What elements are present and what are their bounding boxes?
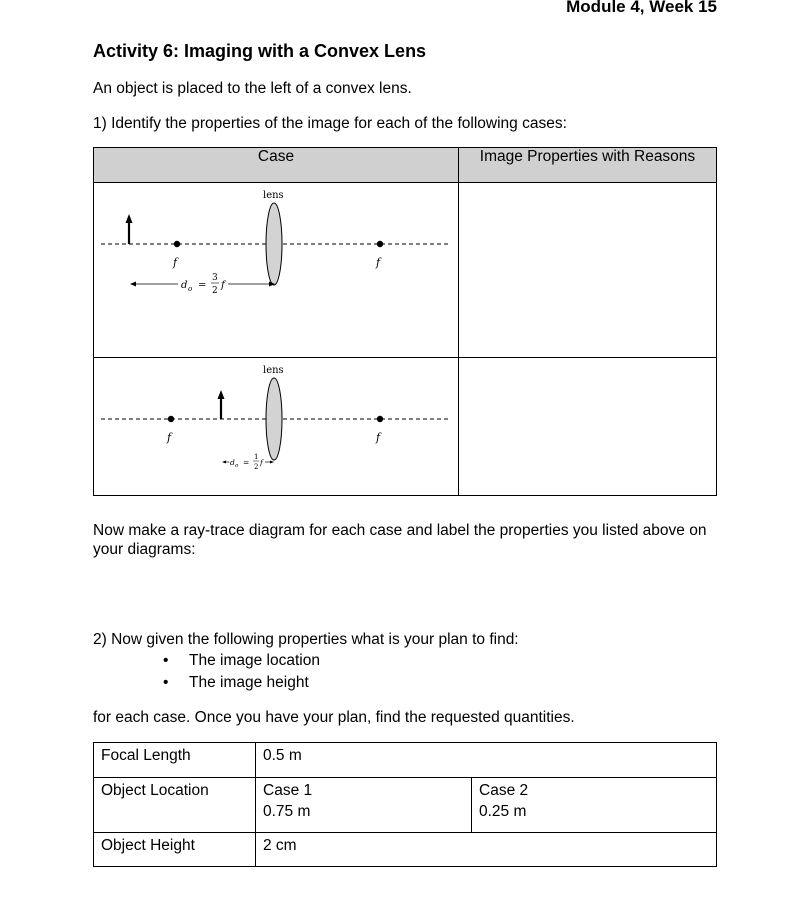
case-2-label: Case 2 <box>479 782 529 799</box>
case-2-location-cell <box>472 778 717 833</box>
equals-sign: = <box>198 280 207 291</box>
case-1-diagram-cell <box>94 183 459 358</box>
distance-subscript: o <box>235 463 239 469</box>
object-height-row <box>94 833 717 867</box>
object-arrow-head <box>218 390 225 399</box>
image-properties-header: Image Properties with Reasons <box>459 148 717 183</box>
question-1: 1) Identify the properties of the image for each of the following cases: <box>93 115 567 132</box>
case-1-location-cell <box>256 778 472 833</box>
case-2-answer-cell[interactable] <box>459 358 717 496</box>
fraction-denominator: 2 <box>254 463 259 471</box>
distance-symbol: d <box>181 280 188 291</box>
distance-arrowhead-left <box>130 282 136 287</box>
focal-label-left: f <box>167 431 172 444</box>
given-properties-table <box>93 742 717 867</box>
focal-multiplier: f <box>221 280 225 291</box>
activity-title: Activity 6: Imaging with a Convex Lens <box>93 41 427 61</box>
focal-point-right <box>377 416 383 422</box>
case-header: Case <box>94 148 459 183</box>
case-2-value: 0.25 m <box>479 803 527 820</box>
case-1-diagram <box>94 183 458 352</box>
fraction-numerator: 3 <box>212 273 218 283</box>
object-height-label: Object Height <box>94 833 256 867</box>
distance-arrowhead-left <box>222 461 226 464</box>
case-row-1 <box>94 183 717 358</box>
case-table-header <box>94 148 717 183</box>
focal-length-value: 0.5 m <box>256 743 717 778</box>
object-arrow-head <box>126 214 133 223</box>
bullet-text: The image location <box>189 652 320 669</box>
question-2: 2) Now given the following properties what is your plan to find: <box>93 631 519 648</box>
object-location-label: Object Location <box>94 778 256 833</box>
object-location-row <box>94 778 717 833</box>
convex-lens <box>266 378 282 460</box>
equals-sign: = <box>243 458 250 467</box>
lens-label: lens <box>263 365 284 376</box>
case-2-diagram-cell <box>94 358 459 496</box>
focal-point-left <box>174 241 180 247</box>
focal-point-left <box>168 416 174 422</box>
focal-length-label: Focal Length <box>94 743 256 778</box>
fraction-numerator: 1 <box>254 453 259 461</box>
case-1-answer-cell[interactable] <box>459 183 717 358</box>
ray-trace-instructions: Now make a ray-trace diagram for each case and label the properties you listed above on your diagrams: <box>93 522 707 558</box>
intro-text: An object is placed to the left of a convex lens. <box>93 80 412 97</box>
module-week-header: Module 4, Week 15 <box>566 0 717 16</box>
bullet-symbol: • <box>163 674 169 691</box>
case-1-label: Case 1 <box>263 782 313 799</box>
bullet-text: The image height <box>189 674 309 691</box>
case-2-diagram <box>94 358 458 490</box>
bullet-image-location <box>163 652 320 670</box>
case-1-value: 0.75 m <box>263 803 311 820</box>
case-table <box>93 147 717 496</box>
focal-label-left: f <box>173 256 178 269</box>
case-row-2 <box>94 358 717 496</box>
lens-label: lens <box>263 190 284 201</box>
focal-length-row <box>94 743 717 778</box>
object-height-value: 2 cm <box>256 833 717 867</box>
focal-point-right <box>377 241 383 247</box>
convex-lens <box>266 203 282 285</box>
distance-subscript: o <box>188 285 193 293</box>
for-each-case-text: for each case. Once you have your plan, find the requested quantities. <box>93 709 575 726</box>
bullet-image-height <box>163 674 309 692</box>
focal-multiplier: f <box>260 458 263 467</box>
bullet-symbol: • <box>163 652 169 669</box>
fraction-denominator: 2 <box>212 286 218 296</box>
focal-label-right: f <box>376 431 381 444</box>
focal-label-right: f <box>376 256 381 269</box>
distance-symbol: d <box>230 458 235 467</box>
distance-arrowhead-right <box>270 461 274 464</box>
